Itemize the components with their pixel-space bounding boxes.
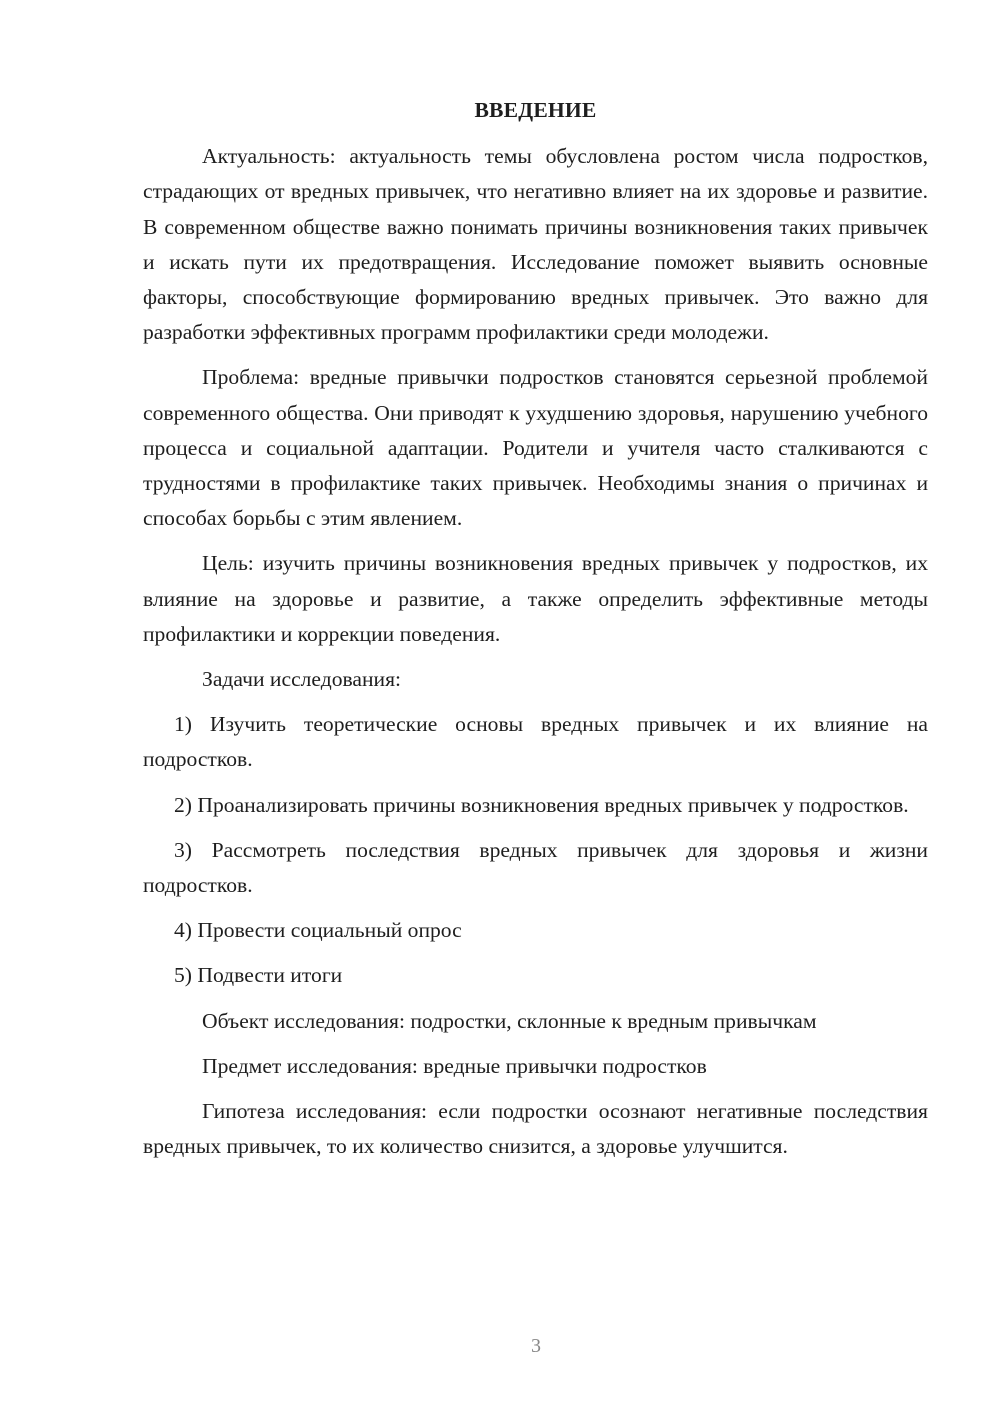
page-content xyxy=(143,93,928,1174)
tasks-heading: Задачи исследования: xyxy=(202,667,402,692)
research-object: Объект исследования: подростки, склонные к вредным привычкам xyxy=(202,1008,817,1033)
research-subject: Предмет исследования: вредные привычки подростков xyxy=(202,1053,707,1078)
relevance-paragraph: Актуальность: актуальность темы обусловлена ростом числа подростков, страдающих от вредных привычек, что негативно влияет на их здоровье и развитие. В современном обществе важно понимать причины возникновения таких привычек и искать пути их предотвращения. Исследование поможет выявить основные факторы, способствующие формированию вредных привычек. Это важно для разработки эффективных программ профилактики среди молодежи. xyxy=(143,144,928,345)
task-item-2: 2) Проанализировать причины возникновения вредных привычек у подростков. xyxy=(174,792,909,817)
page-title: ВВЕДЕНИЕ xyxy=(474,98,597,122)
goal-paragraph: Цель: изучить причины возникновения вредных привычек у подростков, их влияние на здоровье и развитие, а также определить эффективные методы профилактики и коррекции поведения. xyxy=(143,551,928,646)
problem-paragraph: Проблема: вредные привычки подростков становятся серьезной проблемой современного общества. Они приводят к ухудшению здоровья, нарушению учебного процесса и социальной адаптации. Родители и учителя часто сталкиваются с трудностями в профилактике таких привычек. Необходимы знания о причинах и способах борьбы с этим явлением. xyxy=(143,365,928,531)
task-item-5: 5) Подвести итоги xyxy=(174,963,343,988)
task-item-1: 1) Изучить теоретические основы вредных привычек и их влияние на подростков. xyxy=(143,712,928,772)
hypothesis-paragraph: Гипотеза исследования: если подростки осознают негативные последствия вредных привычек, то их количество снизится, а здоровье улучшится. xyxy=(143,1099,928,1159)
task-item-4: 4) Провести социальный опрос xyxy=(174,918,462,943)
task-item-3: 3) Рассмотреть последствия вредных привычек для здоровья и жизни подростков. xyxy=(143,837,928,898)
page-number: 3 xyxy=(531,1335,541,1357)
